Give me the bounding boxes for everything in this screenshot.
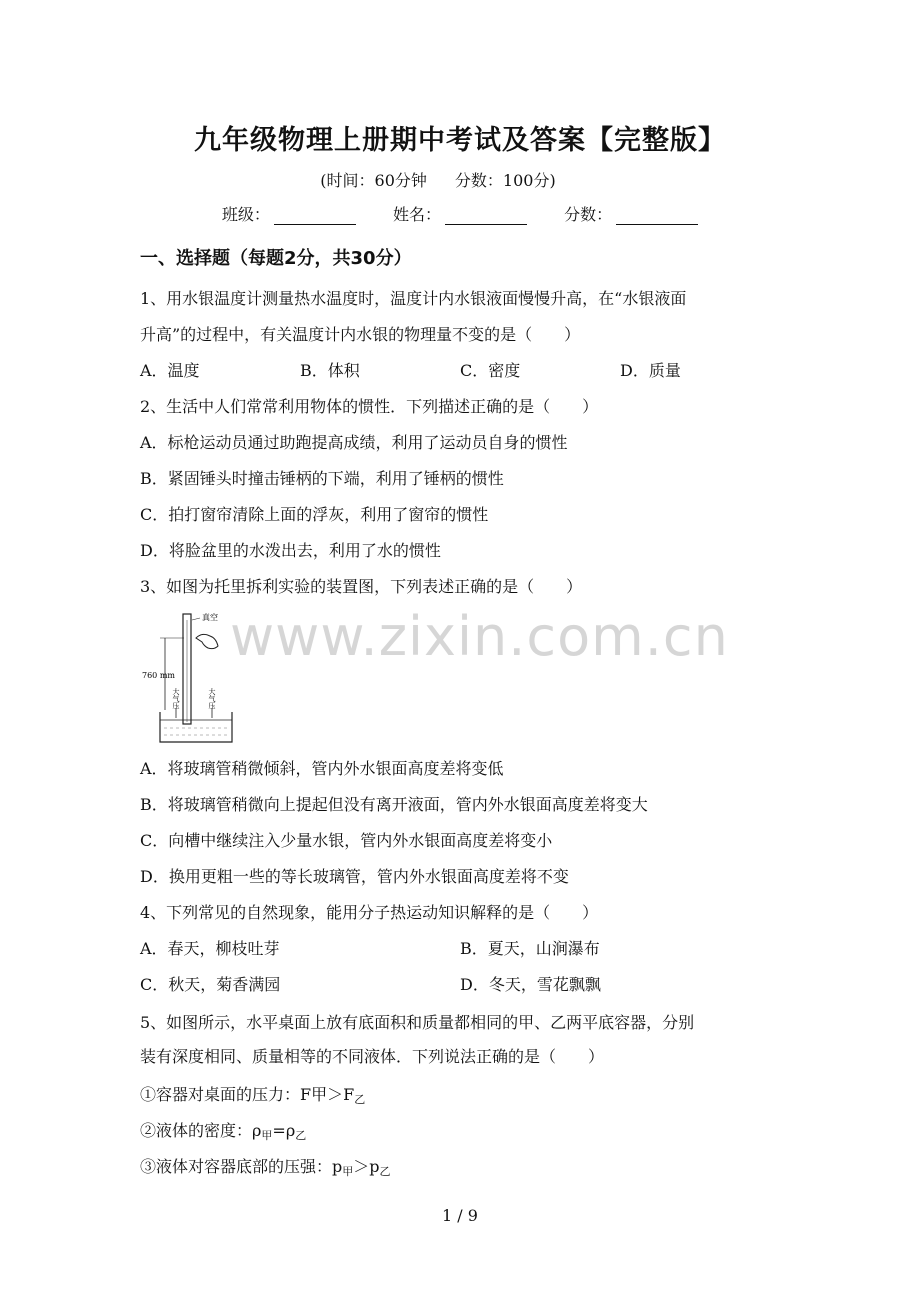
- q4-option-d: D．冬天，雪花飘飘: [460, 975, 601, 994]
- q2-option-a: A．标枪运动员通过助跑提高成绩，利用了运动员自身的惯性: [140, 433, 568, 452]
- q5-s2-sub2: 乙: [295, 1129, 307, 1142]
- q1-stem-line2: 升高”的过程中，有关温度计内水银的物理量不变的是（ ）: [140, 325, 581, 344]
- atm-label-right: 大气压: [208, 688, 216, 709]
- q5-s1-sub: 乙: [354, 1093, 366, 1106]
- q3-option-a: A．将玻璃管稍微倾斜，管内外水银面高度差将变低: [140, 759, 504, 778]
- q1-option-d: D．质量: [620, 361, 681, 380]
- class-label: 班级：: [221, 205, 270, 224]
- q1-option-b: B．体积: [300, 361, 360, 380]
- vacuum-pointer: [192, 618, 200, 620]
- score-field: [564, 202, 698, 225]
- watermark: www.zixin.com.cn: [230, 605, 729, 668]
- q1-option-a: A．温度: [140, 361, 200, 380]
- name-blank: [445, 206, 527, 225]
- q5-s3-sub2: 乙: [379, 1165, 391, 1178]
- q3-stem: 3、如图为托里拆利实验的装置图，下列表述正确的是（ ）: [140, 577, 583, 596]
- q5-s2-text: ②液体的密度：ρ: [140, 1121, 262, 1140]
- q3-option-b: B．将玻璃管稍微向上提起但没有离开液面，管内外水银面高度差将变大: [140, 795, 648, 814]
- q5-s2-sub1: 甲: [261, 1129, 273, 1142]
- q5-s1-text: ①容器对桌面的压力：F甲＞F: [140, 1085, 355, 1104]
- q2-option-c: C．拍打窗帘清除上面的浮灰，利用了窗帘的惯性: [140, 505, 489, 524]
- page-number: 1 / 9: [442, 1206, 478, 1225]
- exam-info: [0, 168, 876, 191]
- q5-s2-mid: =ρ: [272, 1121, 296, 1140]
- q5-s3-mid: ＞p: [353, 1157, 380, 1176]
- exam-score: 分数：100分): [454, 171, 556, 190]
- student-info-line: [0, 202, 920, 225]
- q5-s3-sub1: 甲: [342, 1165, 354, 1178]
- q4-options-row2: [140, 974, 780, 996]
- score-blank: [616, 206, 698, 225]
- height-label: 760 mm: [142, 671, 175, 680]
- q4-option-a: A．春天，柳枝吐芽: [140, 939, 280, 958]
- atm-label-left: 大气压: [172, 688, 180, 709]
- q5-statement-2: [140, 1120, 306, 1147]
- q4-option-b: B．夏天，山涧瀑布: [460, 939, 600, 958]
- q3-option-c: C．向槽中继续注入少量水银，管内外水银面高度差将变小: [140, 831, 553, 850]
- hand-icon: [196, 634, 218, 648]
- q1-option-c: C．密度: [460, 361, 521, 380]
- section-heading: 一、选择题（每题2分，共30分）: [140, 248, 412, 269]
- class-blank: [274, 206, 356, 225]
- q2-option-d: D．将脸盆里的水泼出去，利用了水的惯性: [140, 541, 441, 560]
- name-label: 姓名：: [392, 205, 441, 224]
- page-title: 九年级物理上册期中考试及答案【完整版】: [194, 125, 726, 156]
- score-label: 分数：: [564, 205, 613, 224]
- q4-option-c: C．秋天，菊香满园: [140, 975, 281, 994]
- q1-stem-line1: 1、用水银温度计测量热水温度时，温度计内水银液面慢慢升高，在“水银液面: [140, 289, 687, 308]
- mercury-trough: [160, 712, 232, 742]
- torricelli-figure: [140, 610, 240, 750]
- q5-stem-line1: 5、如图所示，水平桌面上放有底面积和质量都相同的甲、乙两平底容器，分别: [140, 1013, 695, 1032]
- class-field: [222, 202, 356, 225]
- name-field: [393, 202, 527, 225]
- q5-statement-3: [140, 1156, 391, 1183]
- q3-option-d: D．换用更粗一些的等长玻璃管，管内外水银面高度差将不变: [140, 867, 569, 886]
- q5-stem-line2: 装有深度相同、质量相等的不同液体．下列说法正确的是（ ）: [140, 1047, 605, 1066]
- exam-time: (时间：60分钟: [320, 171, 427, 190]
- q5-statement-1: [140, 1084, 365, 1111]
- vacuum-label: 真空: [202, 613, 218, 622]
- q4-stem: 4、下列常见的自然现象，能用分子热运动知识解释的是（ ）: [140, 903, 599, 922]
- q2-stem: 2、生活中人们常常利用物体的惯性．下列描述正确的是（ ）: [140, 397, 599, 416]
- q1-options: [140, 360, 780, 382]
- q4-options-row1: [140, 938, 780, 960]
- q2-option-b: B．紧固锤头时撞击锤柄的下端，利用了锤柄的惯性: [140, 469, 504, 488]
- q5-s3-text: ③液体对容器底部的压强：p: [140, 1157, 343, 1176]
